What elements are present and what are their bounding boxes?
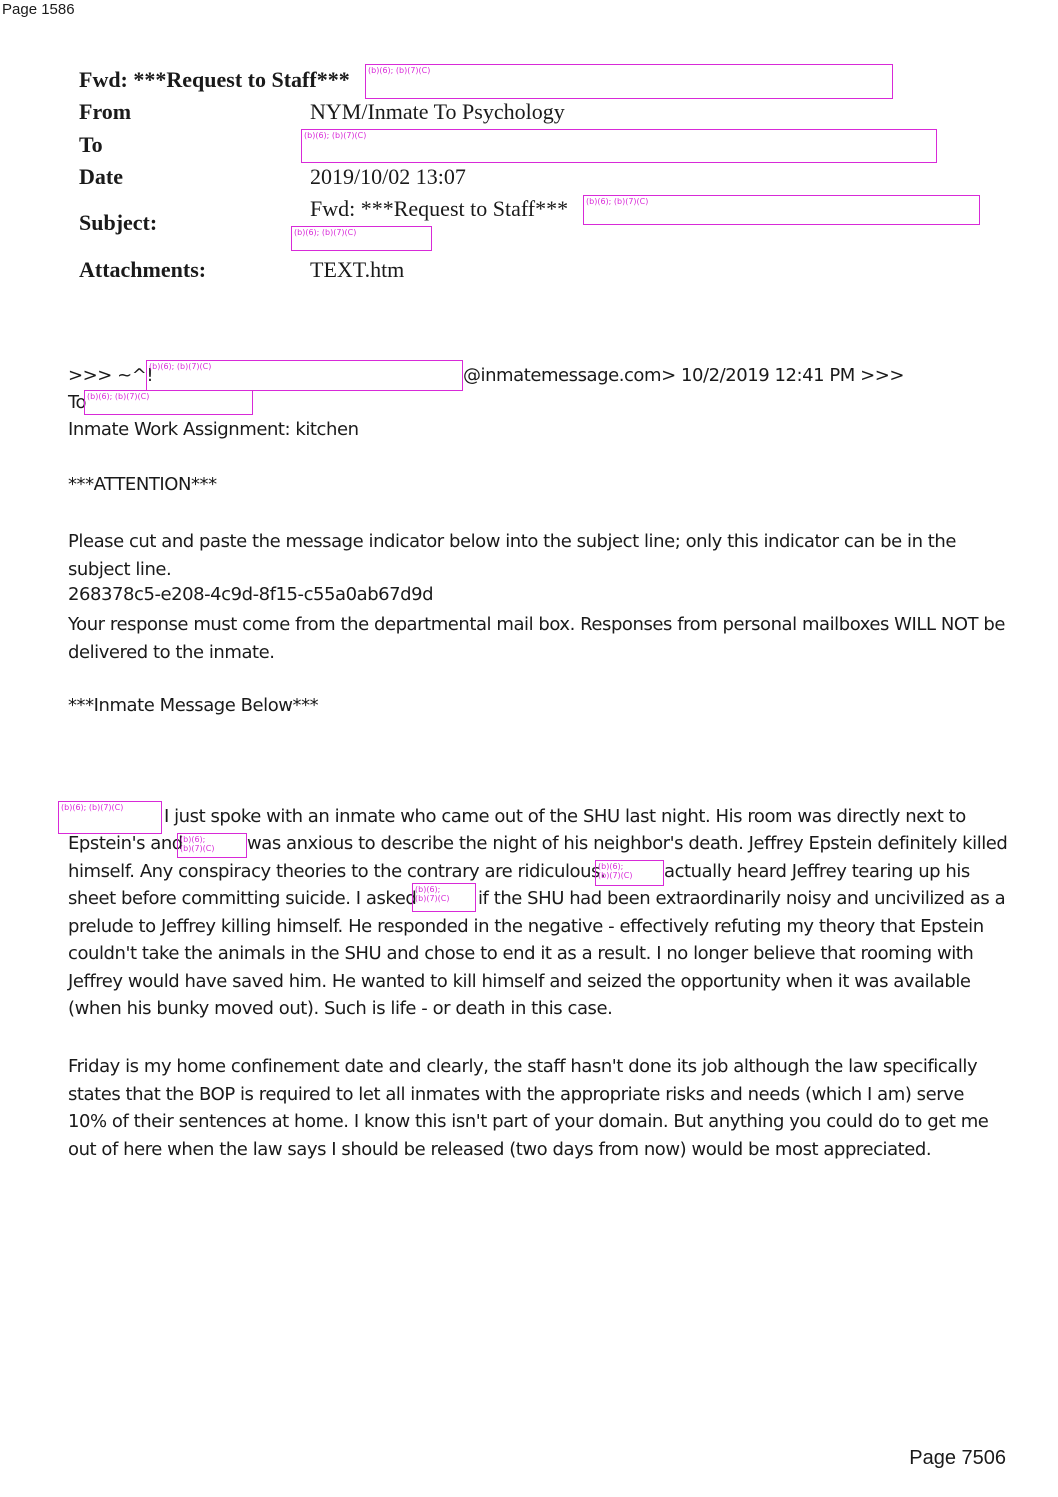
redaction-code-line-1: (b)(6); — [180, 835, 206, 844]
body-line-6: couldn't take the animals in the SHU and chose to end it as a result. I no longer believe that rooming with — [68, 943, 974, 964]
redaction-box-title: (b)(6); (b)(7)(C) — [365, 64, 893, 99]
date-value: 2019/10/02 13:07 — [310, 164, 466, 189]
work-assignment: Inmate Work Assignment: kitchen — [68, 419, 359, 440]
redaction-box-recipient: (b)(6); (b)(7)(C) — [84, 390, 253, 415]
page-number-top: Page 1586 — [2, 1, 75, 18]
body-line-7: Jeffrey would have saved him. He wanted to kill himself and seized the opportunity when it was available — [68, 971, 971, 992]
body-line-3b: actually heard Jeffrey tearing up his — [664, 861, 970, 882]
instruction-paragraph-1: Please cut and paste the message indicator below into the subject line; only this indicator can be in the subject line. — [68, 531, 956, 580]
attention-heading: ***ATTENTION*** — [68, 474, 217, 495]
body-line-4b: if the SHU had been extraordinarily noisy and uncivilized as a — [478, 888, 1006, 909]
forward-prefix: >>> ~^! — [68, 365, 154, 386]
body-line-1: I just spoke with an inmate who came out of the SHU last night. His room was directly next to — [164, 806, 966, 827]
body-line-2a: Epstein's and — [68, 833, 183, 854]
body-line-3a: himself. Any conspiracy theories to the contrary are ridiculous. — [68, 861, 606, 882]
subject-label: Subject: — [79, 210, 158, 235]
redaction-code-line-1: (b)(6); — [598, 862, 624, 871]
instruction-paragraph-2: Your response must come from the departmental mail box. Responses from personal mailboxes WILL NOT be delivered to the inmate. — [68, 614, 1005, 663]
forward-suffix: @inmatemessage.com> 10/2/2019 12:41 PM >>> — [463, 365, 905, 386]
to-prefix: To — [68, 392, 87, 413]
message-indicator: 268378c5-e208-4c9d-8f15-c55a0ab67d9d — [68, 584, 434, 605]
date-label: Date — [79, 164, 123, 189]
body-paragraph-2: Friday is my home confinement date and clearly, the staff hasn't done its job although the law specifically states that the BOP is required to let all inmates with the appropriate risks and needs (which I am) serve 10% of their sentences at home. I know this isn't part of your domain. But anything you could do to get me out of here when the law says I should be released (two days from now) would be most appreciated. — [68, 1056, 989, 1160]
body-line-4a: sheet before committing suicide. I asked — [68, 888, 417, 909]
redaction-box-sender: (b)(6); (b)(7)(C) — [146, 360, 463, 391]
to-label: To — [79, 132, 103, 157]
redaction-code-line-1: (b)(6); — [415, 885, 441, 894]
redaction-box-subject-2: (b)(6); (b)(7)(C) — [291, 226, 432, 251]
header-subject-title: Fwd: ***Request to Staff*** — [79, 67, 350, 92]
from-value: NYM/Inmate To Psychology — [310, 99, 565, 124]
page-number-bottom: Page 7506 — [909, 1447, 1006, 1469]
redaction-code-line-2: (b)(7)(C) — [598, 871, 633, 880]
body-line-5: prelude to Jeffrey killing himself. He responded in the negative - effectively refuting my theory that Epstein — [68, 916, 984, 937]
inmate-message-marker: ***Inmate Message Below*** — [68, 695, 319, 716]
redaction-box-subject-1: (b)(6); (b)(7)(C) — [583, 195, 980, 225]
body-line-8: (when his bunky moved out). Such is life - or death in this case. — [68, 998, 613, 1019]
redaction-box-to: (b)(6); (b)(7)(C) — [301, 129, 937, 163]
redaction-box-body-4 — [412, 883, 476, 912]
redaction-code-line-2: (b)(7)(C) — [415, 894, 450, 903]
body-line-2b: was anxious to describe the night of his neighbor's death. Jeffrey Epstein definitely killed — [247, 833, 1008, 854]
redaction-box-body-2 — [177, 833, 247, 858]
from-label: From — [79, 99, 132, 124]
subject-value: Fwd: ***Request to Staff*** — [310, 196, 569, 221]
attachments-value: TEXT.htm — [310, 257, 405, 282]
redaction-box-body-1: (b)(6); (b)(7)(C) — [58, 801, 162, 834]
redaction-box-body-3 — [595, 860, 664, 886]
attachments-label: Attachments: — [79, 257, 207, 282]
redaction-code-line-2: (b)(7)(C) — [180, 844, 215, 853]
